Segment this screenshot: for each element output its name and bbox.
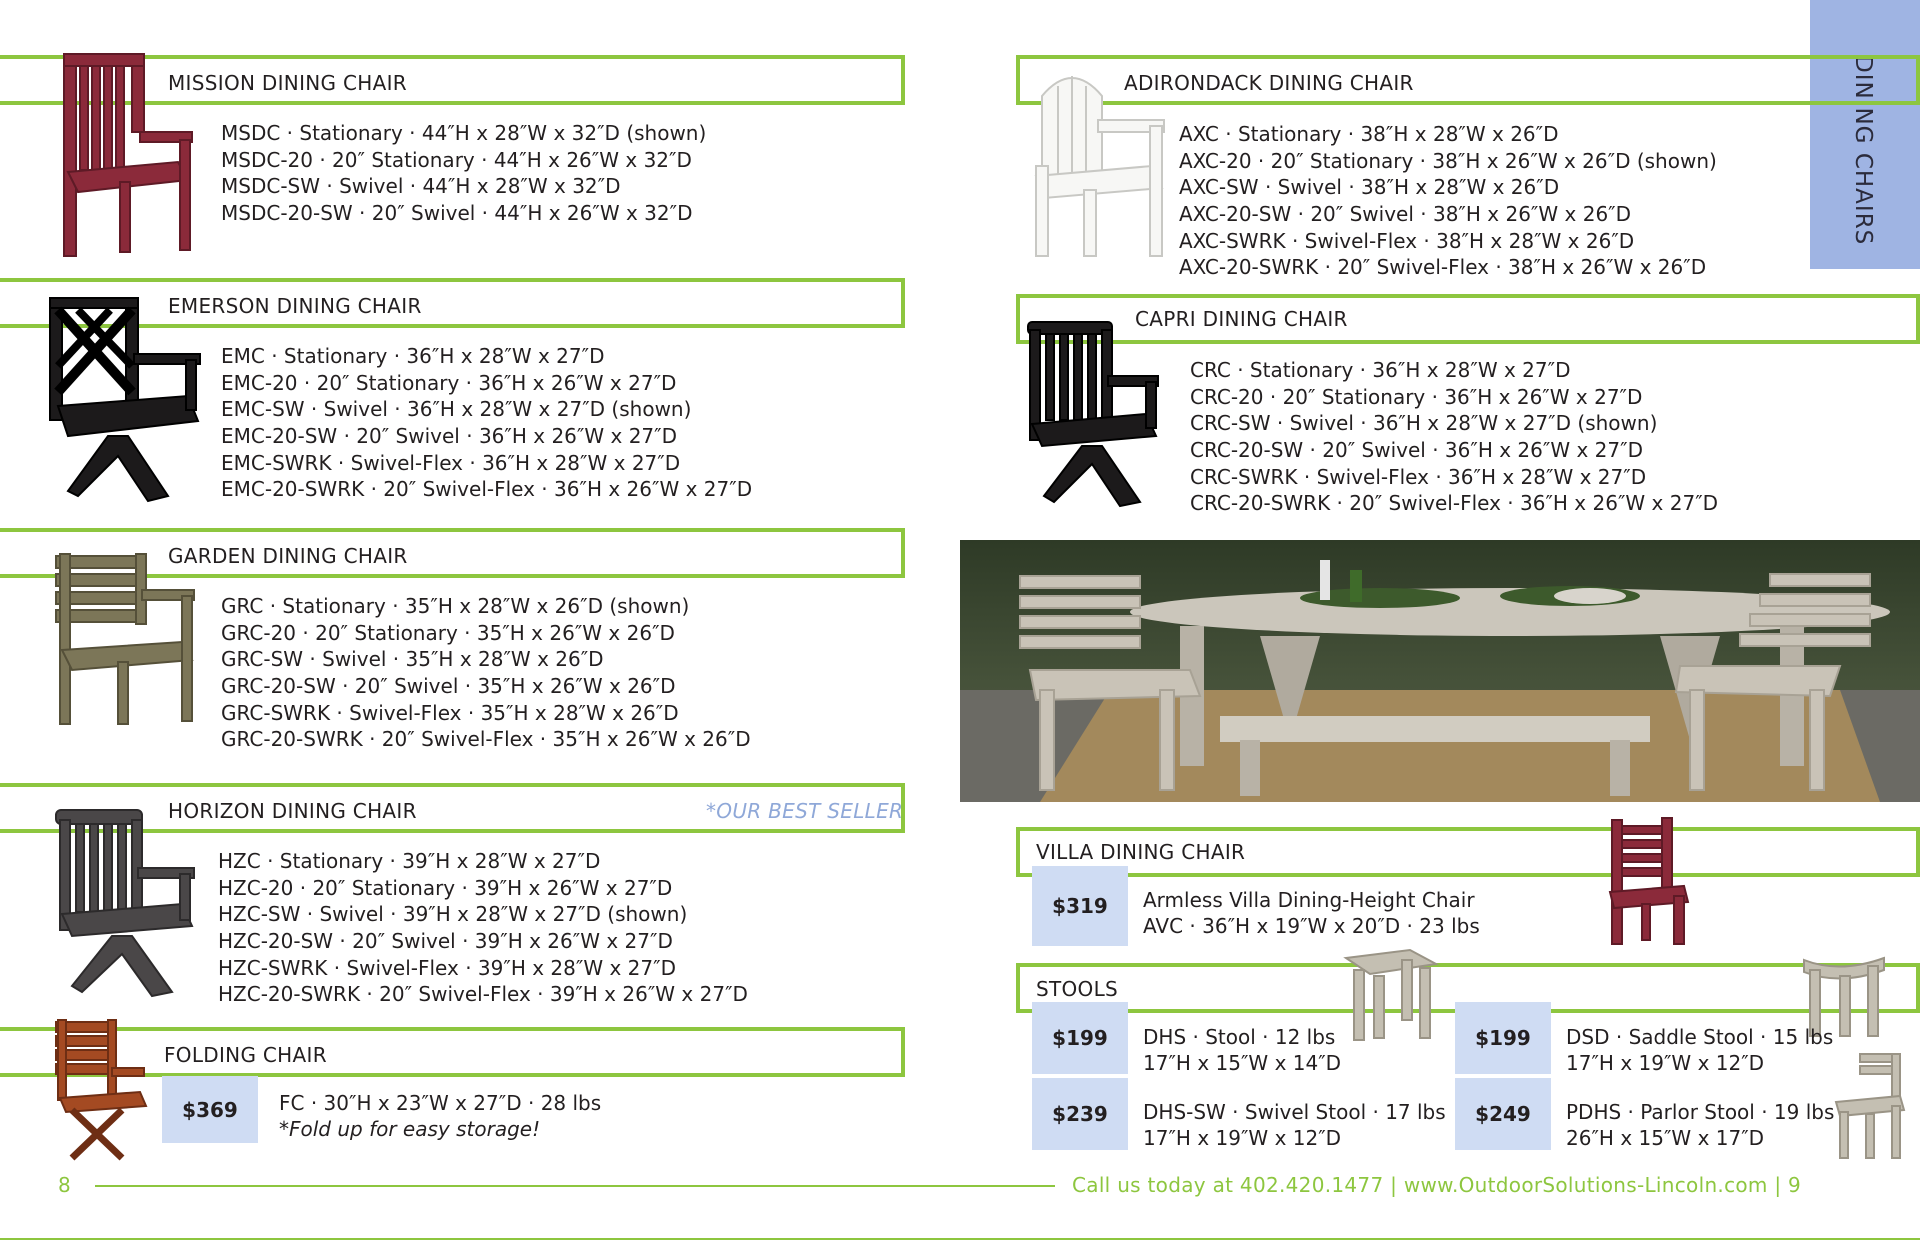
- adirondack-specs: [1179, 121, 1717, 281]
- emerson-chair-image: [48, 296, 208, 506]
- mission-title: MISSION DINING CHAIR: [168, 71, 407, 95]
- stool-details-3: [1566, 1024, 1833, 1076]
- spec-line: HZC-SW · Swivel · 39″H x 28″W x 27″D (shown): [218, 902, 688, 927]
- villa-spec: AVC · 36″H x 19″W x 20″D · 23 lbs: [1143, 914, 1480, 938]
- spec-line: AXC-SWRK · Swivel-Flex · 38″H x 28″W x 26″D: [1179, 228, 1635, 253]
- spec-line: GRC · Stationary · 35″H x 28″W x 26″D (shown): [221, 594, 690, 618]
- spec-line: AXC · Stationary · 38″H x 28″W x 26″D: [1179, 122, 1559, 146]
- capri-title: CAPRI DINING CHAIR: [1135, 307, 1348, 331]
- spec-line: AXC-SW · Swivel · 38″H x 28″W x 26″D: [1179, 175, 1560, 200]
- spec-line: HZC · Stationary · 39″H x 28″W x 27″D: [218, 849, 601, 873]
- best-seller-note: *OUR BEST SELLER: [706, 799, 904, 823]
- spec-line: HZC-20 · 20″ Stationary · 39″H x 26″W x 27″D: [218, 875, 673, 900]
- capri-specs: [1190, 357, 1718, 517]
- footer-rule: [95, 1185, 1055, 1187]
- spec-line: MSDC-20 · 20″ Stationary · 44″H x 26″W x 32″D: [221, 147, 692, 172]
- stool-price-2: $239: [1032, 1078, 1128, 1150]
- stool-details-2: [1143, 1099, 1446, 1151]
- stool-name: DSD · Saddle Stool · 15 lbs: [1566, 1025, 1834, 1049]
- bottom-rule: [0, 1238, 1920, 1240]
- spec-line: EMC-20-SWRK · 20″ Swivel-Flex · 36″H x 26″W x 27″D: [221, 477, 753, 502]
- mission-specs: [221, 120, 706, 227]
- stool-price-3: $199: [1455, 1002, 1551, 1074]
- capri-chair-image: [1022, 320, 1164, 510]
- folding-note: *Fold up for easy storage!: [279, 1117, 541, 1141]
- folding-spec: FC · 30″H x 23″W x 27″D · 28 lbs: [279, 1091, 602, 1115]
- villa-details: [1143, 887, 1480, 939]
- adirondack-title: ADIRONDACK DINING CHAIR: [1124, 71, 1414, 95]
- villa-price: $319: [1032, 866, 1128, 946]
- spec-line: CRC-SW · Swivel · 36″H x 28″W x 27″D (shown): [1190, 411, 1658, 436]
- adirondack-chair-image: [1022, 66, 1172, 262]
- garden-title: GARDEN DINING CHAIR: [168, 544, 408, 568]
- spec-line: CRC-20-SW · 20″ Swivel · 36″H x 26″W x 27″D: [1190, 438, 1643, 463]
- stool-size: 17″H x 19″W x 12″D: [1566, 1051, 1765, 1075]
- spec-line: CRC-SWRK · Swivel-Flex · 36″H x 28″W x 27″D: [1190, 464, 1647, 489]
- stool-name: DHS · Stool · 12 lbs: [1143, 1025, 1336, 1049]
- emerson-specs: [221, 343, 752, 503]
- spec-line: EMC-20-SW · 20″ Swivel · 36″H x 26″W x 27″D: [221, 424, 678, 449]
- parlor-stool-image: [1830, 1052, 1910, 1162]
- folding-details: [279, 1090, 601, 1142]
- stool-details-4: [1566, 1099, 1834, 1151]
- mission-chair-image: [58, 52, 198, 262]
- stool-price-1: $199: [1032, 1002, 1128, 1074]
- emerson-title: EMERSON DINING CHAIR: [168, 294, 422, 318]
- page-number-left: 8: [58, 1173, 71, 1197]
- spec-line: AXC-20 · 20″ Stationary · 38″H x 26″W x 26″D (shown): [1179, 148, 1717, 173]
- stool-size: 26″H x 15″W x 17″D: [1566, 1126, 1765, 1150]
- spec-line: HZC-SWRK · Swivel-Flex · 39″H x 28″W x 27″D: [218, 955, 676, 980]
- villa-desc: Armless Villa Dining-Height Chair: [1143, 888, 1475, 912]
- spec-line: EMC-20 · 20″ Stationary · 36″H x 26″W x 27″D: [221, 370, 677, 395]
- spec-line: EMC · Stationary · 36″H x 28″W x 27″D: [221, 344, 605, 368]
- dining-set-photo: [960, 540, 1920, 802]
- spec-line: GRC-20-SW · 20″ Swivel · 35″H x 26″W x 26″D: [221, 674, 676, 699]
- spec-line: CRC · Stationary · 36″H x 28″W x 27″D: [1190, 358, 1571, 382]
- spec-line: EMC-SWRK · Swivel-Flex · 36″H x 28″W x 27″D: [221, 450, 681, 475]
- spec-line: CRC-20-SWRK · 20″ Swivel-Flex · 36″H x 26″W x 27″D: [1190, 491, 1719, 516]
- section-tab: [1810, 0, 1920, 269]
- footer-contact: Call us today at 402.420.1477 | www.OutdoorSolutions-Lincoln.com | 9: [1072, 1173, 1802, 1197]
- villa-chair-image: [1604, 816, 1692, 948]
- spec-line: HZC-20-SW · 20″ Swivel · 39″H x 26″W x 27″D: [218, 929, 673, 954]
- stool-image: [1340, 948, 1440, 1044]
- folding-title: FOLDING CHAIR: [164, 1043, 327, 1067]
- garden-chair-image: [52, 550, 202, 730]
- spec-line: MSDC-20-SW · 20″ Swivel · 44″H x 26″W x 32″D: [221, 201, 693, 226]
- section-tab-label: DINING CHAIRS: [1850, 55, 1876, 246]
- stool-size: 17″H x 19″W x 12″D: [1143, 1126, 1342, 1150]
- villa-title: VILLA DINING CHAIR: [1036, 840, 1246, 864]
- spec-line: GRC-SWRK · Swivel-Flex · 35″H x 28″W x 26″D: [221, 700, 679, 725]
- folding-price: $369: [162, 1076, 258, 1143]
- horizon-specs: [218, 848, 748, 1008]
- stool-name: PDHS · Parlor Stool · 19 lbs: [1566, 1100, 1835, 1124]
- stool-name: DHS-SW · Swivel Stool · 17 lbs: [1143, 1100, 1446, 1124]
- spec-line: GRC-SW · Swivel · 35″H x 28″W x 26″D: [221, 647, 604, 672]
- stool-price-4: $249: [1455, 1078, 1551, 1150]
- folding-chair-image: [52, 1018, 152, 1164]
- garden-specs: [221, 593, 751, 753]
- spec-line: CRC-20 · 20″ Stationary · 36″H x 26″W x 27″D: [1190, 384, 1643, 409]
- spec-line: EMC-SW · Swivel · 36″H x 28″W x 27″D (shown): [221, 397, 692, 422]
- spec-line: MSDC · Stationary · 44″H x 28″W x 32″D (shown): [221, 121, 707, 145]
- horizon-chair-image: [52, 808, 202, 998]
- spec-line: GRC-20-SWRK · 20″ Swivel-Flex · 35″H x 26″W x 26″D: [221, 727, 751, 752]
- spec-line: HZC-20-SWRK · 20″ Swivel-Flex · 39″H x 26″W x 27″D: [218, 982, 748, 1007]
- stool-size: 17″H x 15″W x 14″D: [1143, 1051, 1342, 1075]
- spec-line: AXC-20-SWRK · 20″ Swivel-Flex · 38″H x 26″W x 26″D: [1179, 255, 1707, 280]
- stools-title: STOOLS: [1036, 977, 1119, 1001]
- spec-line: MSDC-SW · Swivel · 44″H x 28″W x 32″D: [221, 174, 621, 199]
- stool-details-1: [1143, 1024, 1341, 1076]
- spec-line: GRC-20 · 20″ Stationary · 35″H x 26″W x 26″D: [221, 620, 675, 645]
- horizon-title: HORIZON DINING CHAIR: [168, 799, 417, 823]
- spec-line: AXC-20-SW · 20″ Swivel · 38″H x 26″W x 26″D: [1179, 202, 1632, 227]
